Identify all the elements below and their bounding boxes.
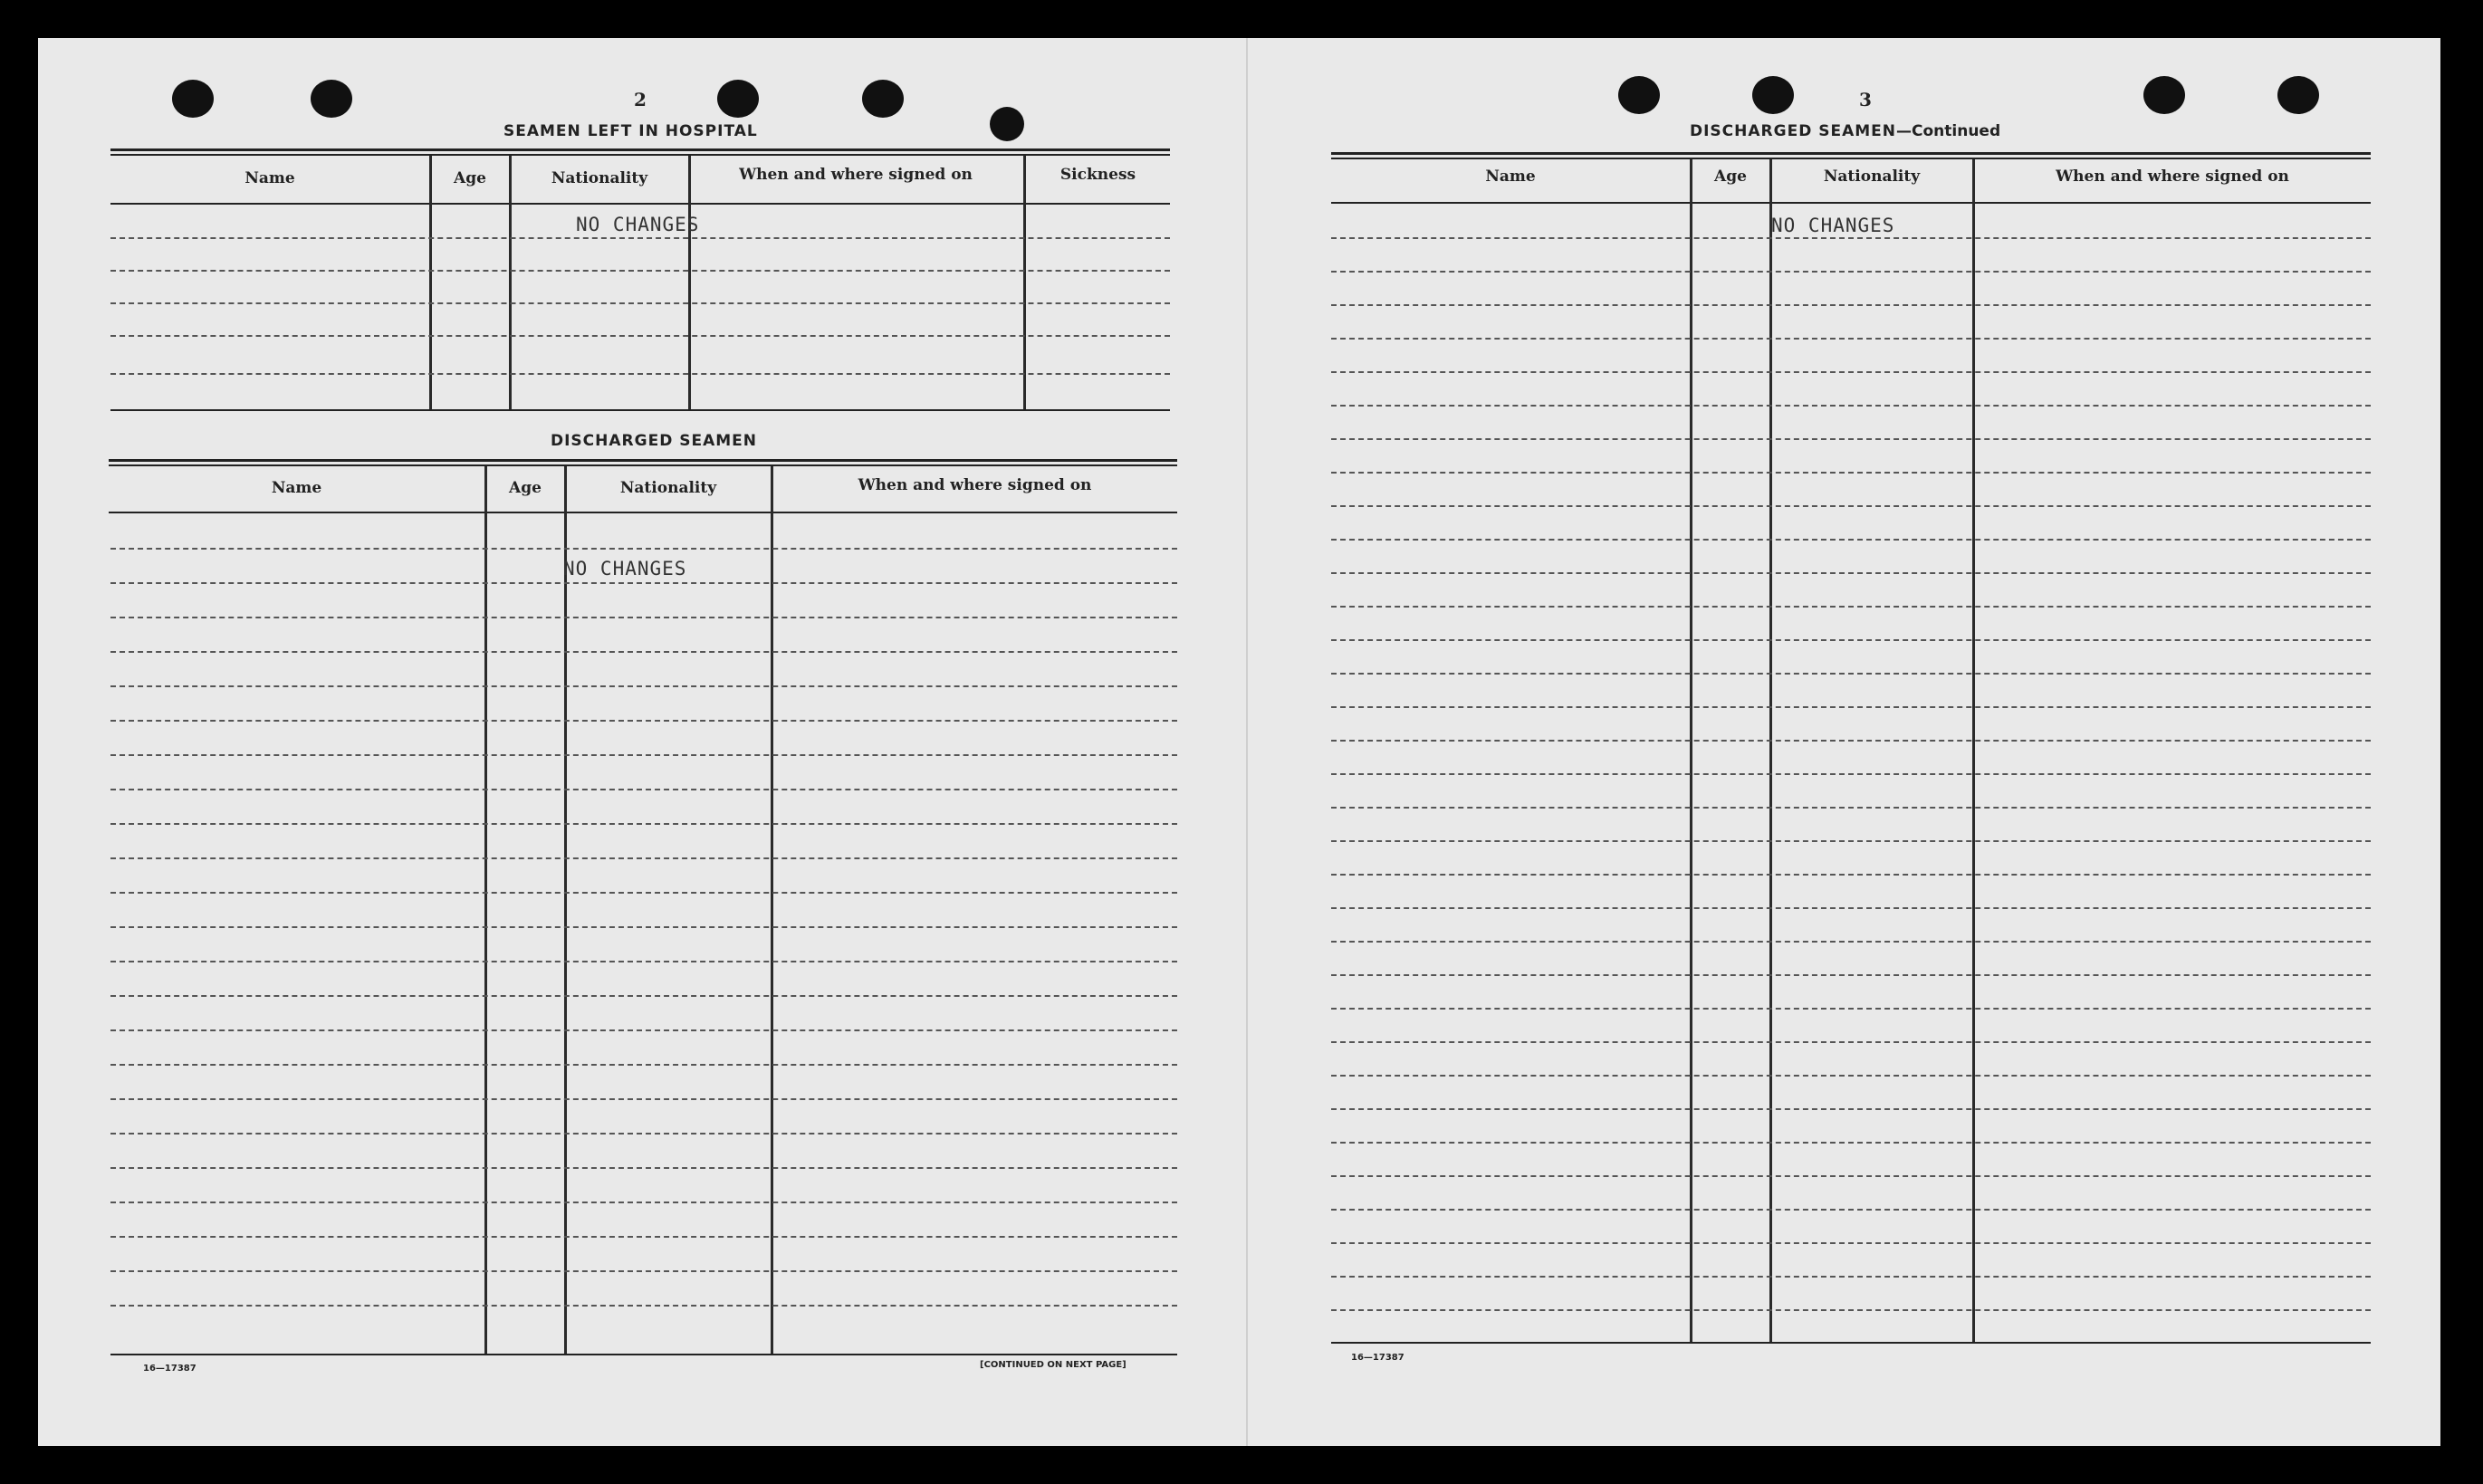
column-header-signed-on: When and where signed on xyxy=(739,166,973,184)
column-header-sickness: Sickness xyxy=(1059,166,1136,184)
row-line xyxy=(110,373,1170,375)
row-line xyxy=(110,1167,1177,1169)
row-line xyxy=(110,926,1177,928)
row-line xyxy=(1331,1008,2371,1010)
punch-hole xyxy=(990,107,1024,141)
punch-hole xyxy=(717,80,759,118)
table-top-rule xyxy=(109,464,1177,466)
row-line xyxy=(1331,405,2371,407)
row-line xyxy=(110,270,1170,272)
row-line xyxy=(110,1133,1177,1135)
continued-suffix: —Continued xyxy=(1896,122,2001,140)
row-line xyxy=(1331,438,2371,440)
row-line xyxy=(110,617,1177,618)
row-line xyxy=(1331,1142,2371,1144)
page-fold xyxy=(1246,38,1248,1446)
punch-hole xyxy=(1618,76,1660,114)
row-line xyxy=(110,1202,1177,1203)
punch-hole xyxy=(2277,76,2319,114)
row-line xyxy=(110,651,1177,653)
hospital-table-title: SEAMEN LEFT IN HOSPITAL xyxy=(503,122,758,140)
continued-note: [CONTINUED ON NEXT PAGE] xyxy=(980,1360,1126,1370)
row-line xyxy=(1331,572,2371,574)
row-line xyxy=(1331,1175,2371,1177)
punch-hole xyxy=(1752,76,1794,114)
column-header-age: Age xyxy=(509,479,542,497)
column-header-name: Name xyxy=(271,479,322,497)
row-line xyxy=(1331,539,2371,541)
header-rule xyxy=(110,203,1170,205)
row-line xyxy=(110,823,1177,825)
row-line xyxy=(110,1236,1177,1238)
row-line xyxy=(110,892,1177,894)
row-line xyxy=(110,1098,1177,1100)
column-header-nationality: Nationality xyxy=(619,479,717,497)
row-line xyxy=(1331,1242,2371,1244)
discharged-table-title: DISCHARGED SEAMEN xyxy=(551,432,757,450)
row-line xyxy=(1331,840,2371,842)
punch-hole xyxy=(172,80,214,118)
row-line xyxy=(1331,606,2371,608)
row-line xyxy=(1331,941,2371,943)
row-line xyxy=(110,335,1170,337)
discharged-continued-title-text: DISCHARGED SEAMEN xyxy=(1690,122,1896,140)
row-line xyxy=(1331,907,2371,909)
table-top-rule xyxy=(110,154,1170,156)
row-line xyxy=(1331,773,2371,775)
column-header-nationality: Nationality xyxy=(551,169,648,187)
row-line xyxy=(110,548,1177,550)
header-rule xyxy=(1331,202,2371,204)
row-line xyxy=(110,1029,1177,1031)
row-line xyxy=(1331,706,2371,708)
column-header-name: Name xyxy=(1485,168,1536,186)
table-bottom-rule xyxy=(1331,1342,2371,1344)
row-line xyxy=(1331,1041,2371,1043)
form-number: 16—17387 xyxy=(1351,1353,1404,1363)
row-line xyxy=(1331,740,2371,742)
row-line xyxy=(110,582,1177,584)
document-sheet xyxy=(38,38,2440,1446)
form-number: 16—17387 xyxy=(143,1364,197,1374)
discharged-continued-title xyxy=(1690,122,2000,140)
row-line xyxy=(110,720,1177,722)
row-line xyxy=(110,789,1177,790)
table-top-rule xyxy=(1331,158,2371,159)
page-number: 3 xyxy=(1859,89,1872,110)
row-line xyxy=(110,1270,1177,1272)
column-header-age: Age xyxy=(1714,168,1747,186)
row-line xyxy=(1331,874,2371,876)
row-line xyxy=(1331,237,2371,239)
row-line xyxy=(1331,807,2371,809)
row-line xyxy=(110,237,1170,239)
row-line xyxy=(1331,1276,2371,1278)
page-number: 2 xyxy=(634,89,647,110)
column-header-signed-on: When and where signed on xyxy=(2056,168,2289,186)
row-line xyxy=(1331,974,2371,976)
row-line xyxy=(1331,1108,2371,1110)
table-top-rule xyxy=(1331,152,2371,155)
punch-hole xyxy=(862,80,904,118)
row-line xyxy=(110,857,1177,859)
row-line xyxy=(1331,1309,2371,1311)
row-line xyxy=(1331,371,2371,373)
row-line xyxy=(1331,1075,2371,1077)
column-divider xyxy=(484,466,487,1355)
column-divider xyxy=(771,466,773,1355)
row-line xyxy=(1331,472,2371,474)
row-line xyxy=(110,754,1177,756)
row-line xyxy=(1331,338,2371,340)
typed-entry: NO CHANGES xyxy=(563,558,687,579)
row-line xyxy=(110,685,1177,687)
row-line xyxy=(1331,505,2371,507)
table-bottom-rule xyxy=(110,1354,1177,1355)
row-line xyxy=(1331,1209,2371,1211)
column-header-nationality: Nationality xyxy=(1823,168,1921,186)
column-divider xyxy=(564,466,567,1355)
row-line xyxy=(110,1305,1177,1307)
table-top-rule xyxy=(110,148,1170,151)
punch-hole xyxy=(311,80,352,118)
row-line xyxy=(1331,639,2371,641)
column-header-age: Age xyxy=(454,169,486,187)
table-bottom-rule xyxy=(110,409,1170,411)
row-line xyxy=(1331,304,2371,306)
row-line xyxy=(1331,673,2371,675)
column-header-signed-on: When and where signed on xyxy=(858,476,1092,494)
row-line xyxy=(110,995,1177,997)
header-rule xyxy=(109,512,1177,513)
typed-entry: NO CHANGES xyxy=(1771,215,1895,236)
punch-hole xyxy=(2143,76,2185,114)
row-line xyxy=(110,302,1170,304)
column-header-name: Name xyxy=(244,169,295,187)
typed-entry: NO CHANGES xyxy=(576,214,700,235)
table-top-rule xyxy=(109,459,1177,462)
row-line xyxy=(1331,271,2371,273)
row-line xyxy=(110,1064,1177,1066)
row-line xyxy=(110,961,1177,962)
